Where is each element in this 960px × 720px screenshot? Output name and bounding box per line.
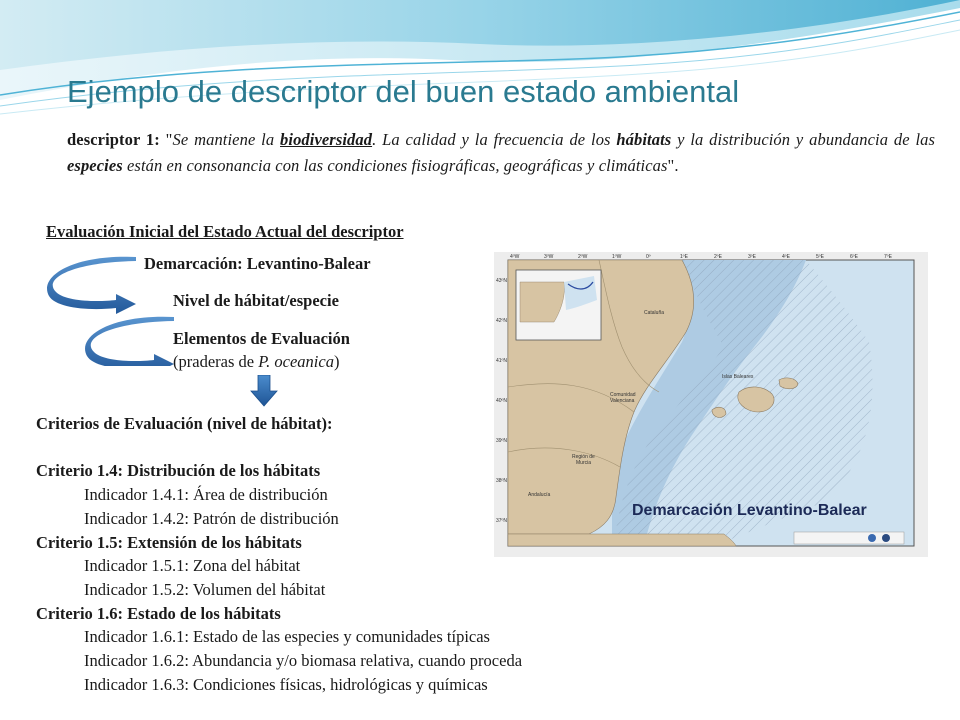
descriptor-habitats: hábitats xyxy=(616,130,672,149)
criterio-1-4: Criterio 1.4: Distribución de los hábitats xyxy=(36,461,321,481)
lat-tick: 40ºN xyxy=(496,398,507,404)
descriptor-quote-open: " xyxy=(159,130,173,149)
lon-tick: 3ºW xyxy=(544,254,554,260)
lat-tick: 43ºN xyxy=(496,278,507,284)
map-caption: Demarcación Levantino-Balear xyxy=(632,502,867,519)
indicador-1-6-2: Indicador 1.6.2: Abundancia y/o biomasa relativa, cuando proceda xyxy=(84,651,523,671)
step-nivel: Nivel de hábitat/especie xyxy=(173,291,339,310)
descriptor-part-4: están en consonancia con las condiciones fisiográficas, geográficas y climáticas xyxy=(122,156,668,175)
lat-tick: 39ºN xyxy=(496,438,507,444)
curved-arrow-icon xyxy=(85,317,174,366)
descriptor-part-3: y la distribución y abundancia de las xyxy=(671,130,936,149)
map-label-comunidad: Comunidad xyxy=(610,392,636,398)
lon-tick: 4ºW xyxy=(510,254,520,260)
map-legend-logos xyxy=(794,532,904,544)
curved-arrow-icon xyxy=(47,257,136,314)
descriptor-biodiversidad: biodiversidad xyxy=(280,130,373,149)
descriptor-quote-close: ". xyxy=(667,156,679,175)
praderas-species: P. oceanica xyxy=(258,352,334,371)
descriptor-especies: especies xyxy=(67,156,123,175)
lon-tick: 0º xyxy=(646,254,651,260)
criterio-1-6: Criterio 1.6: Estado de los hábitats xyxy=(36,603,281,623)
lon-tick: 1ºE xyxy=(680,254,688,260)
descriptor-part-1: Se mantiene la xyxy=(172,130,281,149)
praderas-suffix: ) xyxy=(333,352,340,371)
map-label-andalucia: Andalucía xyxy=(528,492,551,498)
lon-tick: 2ºW xyxy=(578,254,588,260)
map-label-valenciana: Valenciana xyxy=(610,398,635,404)
lon-tick: 2ºE xyxy=(714,254,722,260)
step-praderas xyxy=(173,352,339,372)
descriptor-lead: descriptor 1: xyxy=(67,130,160,149)
indicador-1-5-2: Indicador 1.5.2: Volumen del hábitat xyxy=(84,579,326,599)
map-label-cataluna: Cataluña xyxy=(644,310,665,316)
map-label-islas-baleares: Islas Baleares xyxy=(722,374,754,380)
lon-tick: 5ºE xyxy=(816,254,824,260)
lon-tick: 3ºE xyxy=(748,254,756,260)
down-arrow-icon xyxy=(250,375,278,407)
indicador-1-4-1: Indicador 1.4.1: Área de distribución xyxy=(84,485,328,505)
lon-tick: 6ºE xyxy=(850,254,858,260)
criterios-heading: Criterios de Evaluación (nivel de hábitat): xyxy=(36,414,333,433)
map-label-murcia: Murcia xyxy=(576,460,592,466)
lat-tick: 42ºN xyxy=(496,318,507,324)
step-elementos: Elementos de Evaluación xyxy=(173,329,350,348)
lat-tick: 38ºN xyxy=(496,478,507,484)
lon-tick: 4ºE xyxy=(782,254,790,260)
indicador-1-4-2: Indicador 1.4.2: Patrón de distribución xyxy=(84,508,339,528)
step-demarcacion: Demarcación: Levantino-Balear xyxy=(144,254,371,273)
criterio-1-5: Criterio 1.5: Extensión de los hábitats xyxy=(36,532,302,552)
lat-tick: 37ºN xyxy=(496,518,507,524)
descriptor-text xyxy=(67,127,935,179)
indicador-1-6-3: Indicador 1.6.3: Condiciones físicas, hidrológicas y químicas xyxy=(84,674,488,694)
praderas-prefix: (praderas de xyxy=(173,352,259,371)
map-label-region-de: Región de xyxy=(572,454,595,460)
evaluation-heading: Evaluación Inicial del Estado Actual del descriptor xyxy=(46,222,404,241)
lon-tick: 1ºW xyxy=(612,254,622,260)
descriptor-part-2: . La calidad y la frecuencia de los xyxy=(372,130,617,149)
lon-tick: 7ºE xyxy=(884,254,892,260)
indicador-1-5-1: Indicador 1.5.1: Zona del hábitat xyxy=(84,556,301,576)
criterios-list xyxy=(36,412,522,696)
page-title: Ejemplo de descriptor del buen estado ambiental xyxy=(67,74,740,109)
indicador-1-6-1: Indicador 1.6.1: Estado de las especies y comunidades típicas xyxy=(84,627,490,647)
lat-tick: 41ºN xyxy=(496,358,507,364)
